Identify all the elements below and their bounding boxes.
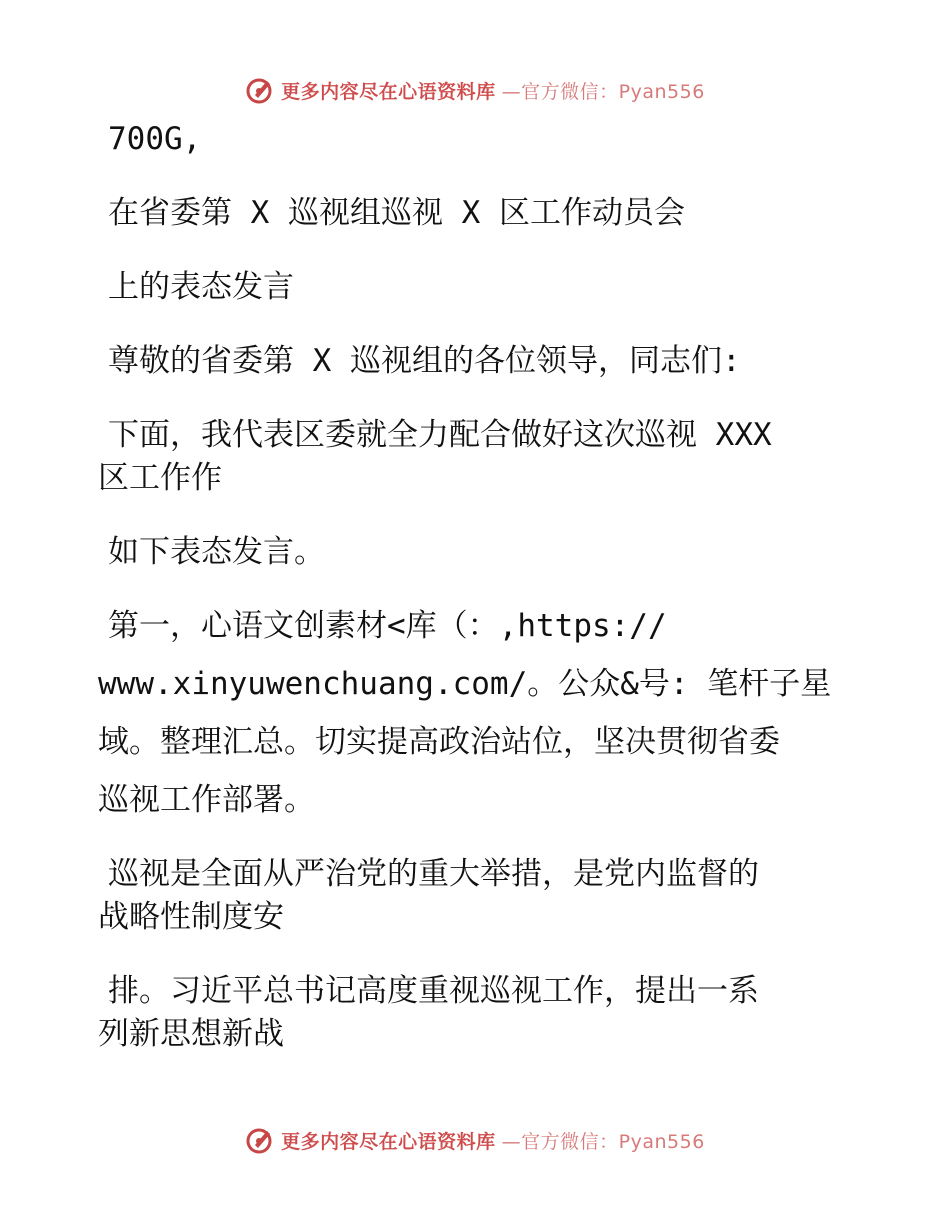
text-line-1: 700G,	[108, 121, 202, 157]
footer-main-text: 更多内容尽在心语资料库	[281, 1130, 496, 1153]
footer-watermark	[245, 1125, 705, 1155]
header-main-text: 更多内容尽在心语资料库	[281, 80, 496, 103]
text-line-2: 在省委第 X 巡视组巡视 X 区工作动员会	[108, 195, 685, 231]
pen-logo-icon	[245, 75, 275, 105]
text-line-7: 如下表态发言。	[108, 534, 325, 570]
footer-sub-text: —官方微信：Pyan556	[501, 1130, 705, 1153]
text-line-10: 域。整理汇总。切实提高政治站位，坚决贯彻省委	[98, 724, 780, 760]
text-line-8: 第一，心语文创素材<库（：,https://	[108, 608, 667, 644]
text-line-9: www.xinyuwenchuang.com/。公众&号: 笔杆子星	[98, 666, 832, 702]
text-line-6: 区工作作	[98, 460, 222, 496]
text-line-12: 巡视是全面从严治党的重大举措，是党内监督的	[108, 856, 759, 892]
text-line-15: 列新思想新战	[98, 1016, 284, 1052]
text-line-13: 战略性制度安	[98, 899, 284, 935]
text-line-14: 排。习近平总书记高度重视巡视工作，提出一系	[108, 973, 759, 1009]
header-sub-text: —官方微信：Pyan556	[501, 80, 705, 103]
text-line-5: 下面，我代表区委就全力配合做好这次巡视 XXX	[108, 417, 772, 453]
text-line-11: 巡视工作部署。	[98, 782, 315, 818]
text-line-4: 尊敬的省委第 X 巡视组的各位领导，同志们:	[108, 343, 741, 379]
pen-logo-icon	[245, 1125, 275, 1155]
header-banner	[0, 70, 950, 110]
document-body	[98, 118, 858, 1056]
header-watermark	[245, 75, 705, 105]
footer-banner	[0, 1120, 950, 1160]
text-line-3: 上的表态发言	[108, 269, 294, 305]
